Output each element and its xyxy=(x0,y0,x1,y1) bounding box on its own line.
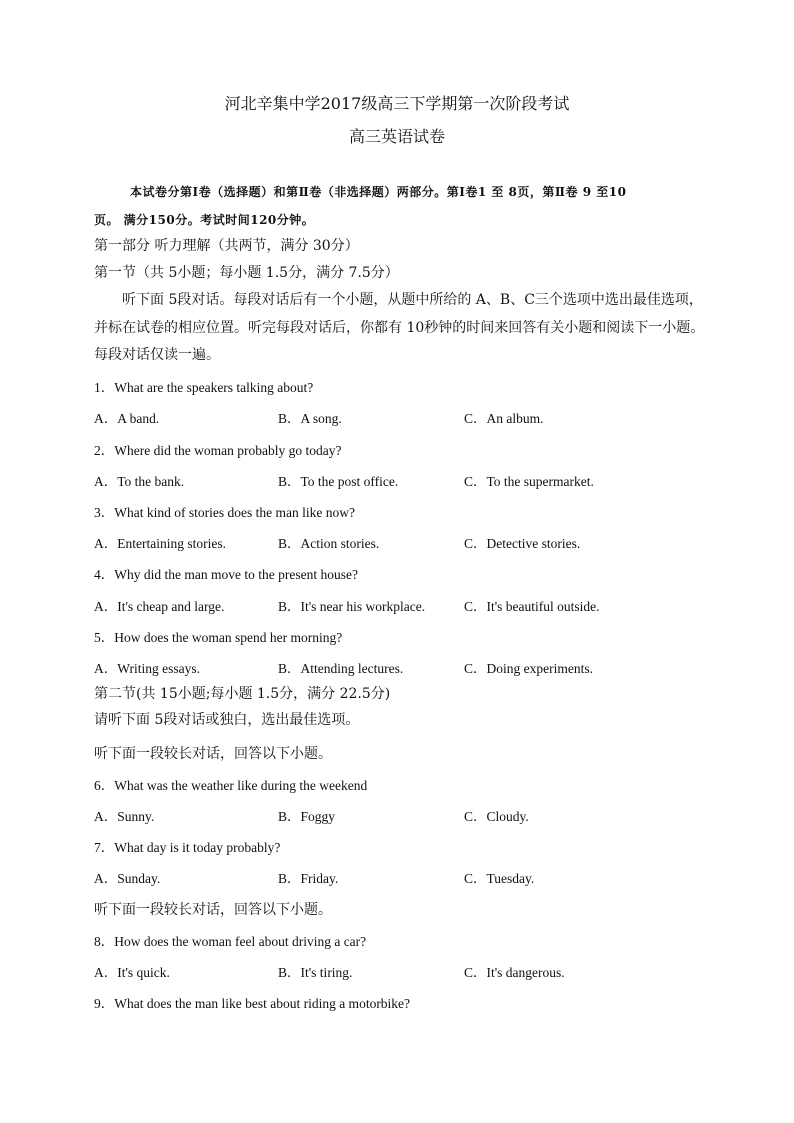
instruction-line: 听下面 5段对话。每段对话后有一个小题，从题中所给的 A、B、C三个选项中选出最佳选项， xyxy=(122,292,703,308)
part1-title: 第一部分 听力理解（共两节，满分 30分） xyxy=(94,238,359,254)
question-options xyxy=(94,659,714,679)
question-stem: 4．Why did the man move to the present house? xyxy=(94,567,358,582)
question-options xyxy=(94,869,714,889)
option-b: B．It's near his workplace. xyxy=(278,599,426,614)
option-b: B．Friday. xyxy=(278,871,339,886)
question-options xyxy=(94,409,714,429)
option-c: C．Tuesday. xyxy=(464,871,535,886)
option-c: C．An album. xyxy=(464,411,544,426)
option-c: C．To the supermarket. xyxy=(464,474,594,489)
section1-title: 第一节（共 5小题；每小题 1.5分，满分 7.5分） xyxy=(94,265,399,281)
instruction-line: 并标在试卷的相应位置。听完每段对话后，你都有 10秒钟的时间来回答有关小题和阅读下一小题。 xyxy=(94,319,705,336)
option-a: A．It's quick. xyxy=(94,965,170,980)
option-b: B．Action stories. xyxy=(278,536,380,551)
question-options xyxy=(94,963,714,983)
intro-line-1: 本试卷分第Ⅰ卷（选择题）和第Ⅱ卷（非选择题）两部分。第Ⅰ卷1 至 8页，第Ⅱ卷 9 至10 xyxy=(130,185,627,199)
option-a: A．Entertaining stories. xyxy=(94,536,226,551)
dialogue-subhead: 听下面一段较长对话，回答以下小题。 xyxy=(94,746,332,762)
section2-instructions: 请听下面 5段对话或独白，选出最佳选项。 xyxy=(94,712,360,728)
instruction-line: 每段对话仅读一遍。 xyxy=(94,347,220,363)
intro-line-2: 页。 满分150分。考试时间120分钟。 xyxy=(94,213,315,227)
option-c: C．It's dangerous. xyxy=(464,965,565,980)
question-stem: 1．What are the speakers talking about? xyxy=(94,380,314,395)
question-options xyxy=(94,472,714,492)
option-a: A．Sunday. xyxy=(94,871,161,886)
option-b: B．Attending lectures. xyxy=(278,661,404,676)
option-a: A．To the bank. xyxy=(94,474,185,489)
option-a: A．Writing essays. xyxy=(94,661,200,676)
question-stem: 6．What was the weather like during the weekend xyxy=(94,778,368,793)
exam-intro xyxy=(94,178,704,234)
section2-title: 第二节(共 15小题;每小题 1.5分，满分 22.5分) xyxy=(94,686,391,702)
option-b: B．Foggy xyxy=(278,809,336,824)
option-c: C．Detective stories. xyxy=(464,536,581,551)
option-c: C．Cloudy. xyxy=(464,809,529,824)
exam-subtitle: 高三英语试卷 xyxy=(348,127,445,146)
question-stem: 8．How does the woman feel about driving a car? xyxy=(94,934,367,949)
question-options xyxy=(94,597,714,617)
option-b: B．A song. xyxy=(278,411,342,426)
question-stem: 9．What does the man like best about riding a motorbike? xyxy=(94,996,411,1011)
option-a: A．Sunny. xyxy=(94,809,155,824)
question-stem: 3．What kind of stories does the man like now? xyxy=(94,505,355,520)
option-b: B．It's tiring. xyxy=(278,965,353,980)
question-stem: 2．Where did the woman probably go today? xyxy=(94,443,342,458)
option-c: C．Doing experiments. xyxy=(464,661,593,676)
option-a: A．It's cheap and large. xyxy=(94,599,225,614)
option-b: B．To the post office. xyxy=(278,474,399,489)
question-options xyxy=(94,534,714,554)
question-options xyxy=(94,807,714,827)
option-c: C．It's beautiful outside. xyxy=(464,599,600,614)
exam-title: 河北辛集中学2017级高三下学期第一次阶段考试 xyxy=(224,94,570,113)
section1-instructions xyxy=(94,287,704,370)
dialogue-subhead: 听下面一段较长对话，回答以下小题。 xyxy=(94,902,332,918)
question-stem: 5．How does the woman spend her morning? xyxy=(94,630,343,645)
question-stem: 7．What day is it today probably? xyxy=(94,840,281,855)
option-a: A．A band. xyxy=(94,411,160,426)
